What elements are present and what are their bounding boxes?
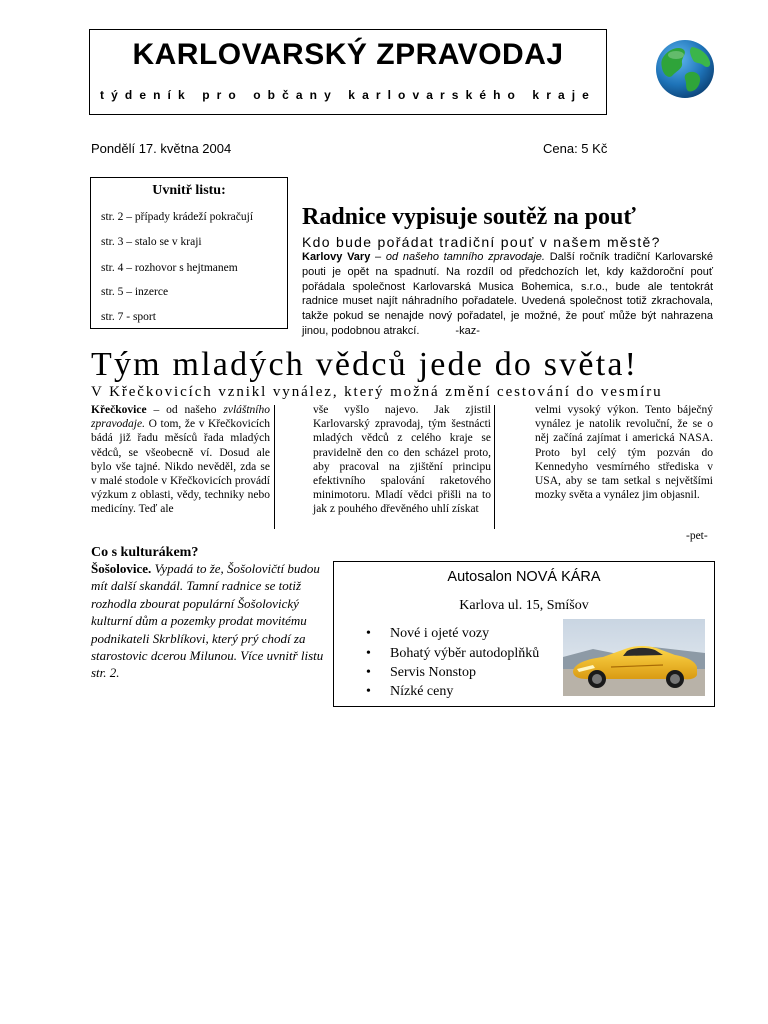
contents-title: Uvnitř listu: — [152, 183, 226, 198]
ad-item-label: Servis Nonstop — [390, 665, 476, 680]
article-3-headline: Co s kulturákem? — [91, 545, 199, 560]
article-2-column-3 — [535, 403, 713, 502]
masthead-subtitle: týdeník pro občany karlovarského kraje — [100, 88, 596, 102]
article-2-column-1 — [91, 403, 270, 517]
advertisement-box — [333, 561, 715, 707]
article-2-place: Křečkovice — [91, 404, 147, 416]
article-3-body — [91, 560, 329, 682]
dateline: Pondělí 17. května 2004 — [91, 141, 232, 156]
bullet-icon: • — [366, 665, 371, 680]
bullet-icon: • — [366, 684, 371, 699]
article-2-headline: Tým mladých vědců jede do světa! — [91, 346, 639, 383]
ad-item-label: Nízké ceny — [390, 684, 454, 699]
article-3-text: Vypadá to že, Šošolovičtí budou mít další skandál. Tamní radnice se totiž rozhodla zbourat populární Šošolovický kulturní dům a pozemky prodat movitému podnikateli Skrblíkovi, který prý chodí za starostovic dcerou Milunou. Více uvnitř listu str. 2. — [91, 561, 324, 681]
contents-box — [90, 177, 288, 329]
article-1-headline: Radnice vypisuje soutěž na pouť — [302, 204, 636, 230]
ad-list-item — [366, 665, 476, 681]
masthead-title: KARLOVARSKÝ ZPRAVODAJ — [132, 38, 564, 71]
contents-item[interactable]: str. 7 - sport — [101, 311, 156, 323]
masthead — [89, 29, 607, 115]
contents-item[interactable]: str. 2 – případy krádeží pokračují — [101, 211, 254, 223]
price: Cena: 5 Kč — [543, 141, 608, 156]
ad-list-item — [366, 684, 453, 700]
article-1-dash: – — [370, 251, 386, 263]
article-1-signature: -kaz- — [455, 324, 480, 337]
contents-item[interactable]: str. 5 – inzerce — [101, 286, 169, 298]
article-3-place: Šošolovice. — [91, 561, 152, 576]
bullet-icon: • — [366, 626, 371, 641]
article-2-source: zvláštního zpravodaje. — [91, 404, 270, 431]
ad-item-label: Nové i ojeté vozy — [390, 626, 490, 641]
sports-car-image — [563, 619, 705, 696]
article-2-text-2: vše vyšlo najevo. Jak zjistil Karlovarský zpravodaj, tým šestnácti mladých vědců z celého kraje se pravidelně den co den scházel proto, aby pracoval na zjištění principu efektivního spalování raketového minimotoru. Mladí vědci přišli na to jak z pouhého dřevěného uhlí získat — [313, 404, 491, 516]
ad-address: Karlova ul. 15, Smíšov — [459, 598, 589, 613]
globe-icon — [654, 38, 716, 100]
article-2-dash: – od našeho — [146, 404, 224, 416]
article-1-place: Karlovy Vary — [302, 251, 371, 263]
contents-item[interactable]: str. 3 – stalo se v kraji — [101, 236, 202, 248]
ad-item-label: Bohatý výběr autodoplňků — [390, 646, 540, 661]
article-2-text-1: O tom, že v Křečkovicích bádá již řadu měsíců řada mladých vědců, se všeobecně ví. Dosud ale bylo vše tajné. Nikdo nevěděl, zda se v malé stodole v Křečkovicích provádí výzkum z oblasti, vědy, techniky nebo medicíny. Teď ale — [91, 418, 270, 516]
column-divider — [494, 405, 495, 529]
contents-item[interactable]: str. 4 – rozhovor s hejtmanem — [101, 262, 238, 274]
article-1-text: Další ročník tradiční Karlovarské pouti je opět na spadnutí. Na rozdíl od předchozích let, kdy každoroční pouť pořádala společnost Karlovarská Musica Bohemica, s.r.o., bude ale tentokrát radnice muset najít náhradního pořadatele. Uvedená společnost totiž zkrachovala, takže pokud se nenajde nový pořadatel, je možné, že pouť může být nahrazena jinou, podobnou atrakcí. — [302, 251, 714, 337]
article-1-subheadline: Kdo bude pořádat tradiční pouť v našem městě? — [302, 234, 661, 250]
article-1-source: od našeho tamního zpravodaje. — [385, 251, 545, 263]
ad-list-item — [366, 646, 539, 662]
ad-title: Autosalon NOVÁ KÁRA — [447, 569, 601, 585]
article-2-signature: -pet- — [686, 530, 708, 542]
article-1-body — [302, 250, 713, 339]
article-2-subheadline: V Křečkovicích vznikl vynález, který možná změní cestování do vesmíru — [91, 384, 663, 400]
ad-list-item — [366, 626, 489, 642]
article-2-text-3: velmi vysoký výkon. Tento báječný vynález je natolik revoluční, že se o něj začíná zajímat i americká NASA. Proto byl celý tým pozván do Kennedyho vesmírného střediska v USA, aby se tam setkal s největšími mozky světa a vynález jim objasnil. — [535, 404, 713, 502]
bullet-icon: • — [366, 646, 371, 661]
article-2-column-2 — [313, 403, 491, 517]
column-divider — [274, 405, 275, 529]
